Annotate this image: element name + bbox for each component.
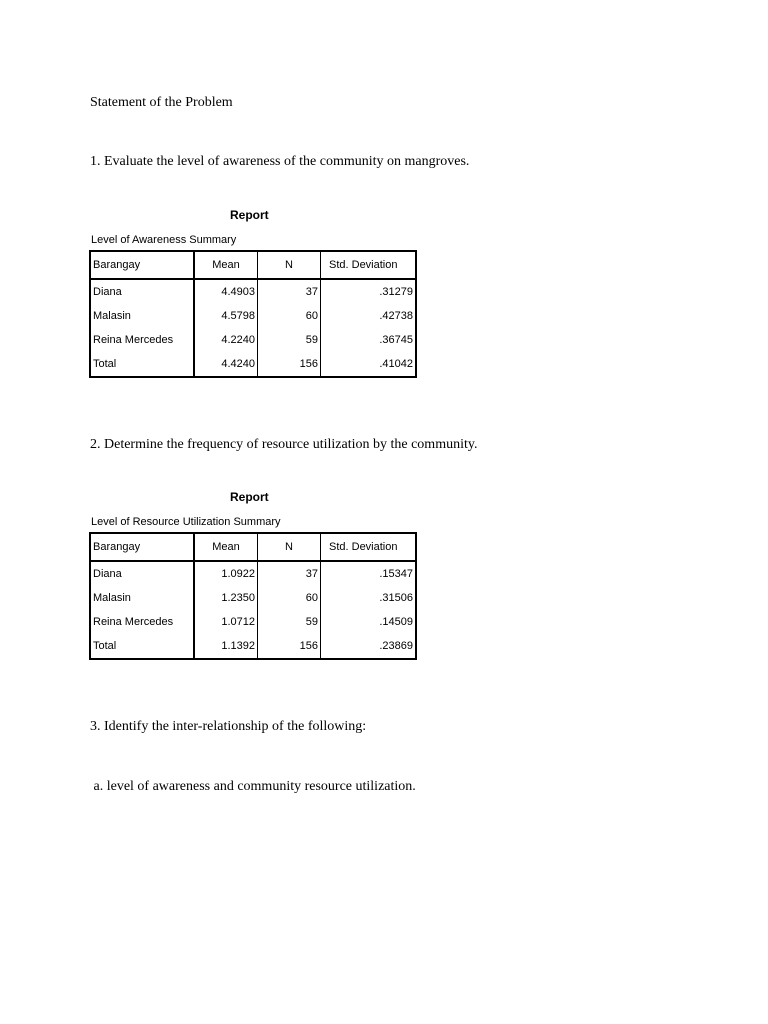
report-1-caption: Level of Awareness Summary (91, 234, 237, 246)
cell-mean: 1.1392 (194, 634, 258, 659)
document-heading: Statement of the Problem (90, 95, 233, 110)
cell-mean: 4.4240 (194, 352, 258, 377)
cell-n: 59 (258, 328, 321, 352)
row-label: Total (90, 634, 194, 659)
cell-n: 60 (258, 586, 321, 610)
cell-n: 37 (258, 561, 321, 586)
problem-item-1: 1. Evaluate the level of awareness of the community on mangroves. (90, 154, 470, 169)
report-2-caption: Level of Resource Utilization Summary (91, 516, 281, 528)
table-row (90, 561, 416, 586)
cell-n: 156 (258, 352, 321, 377)
table-row (90, 586, 416, 610)
cell-mean: 4.5798 (194, 304, 258, 328)
cell-mean: 1.0922 (194, 561, 258, 586)
cell-n: 37 (258, 279, 321, 304)
cell-std-deviation: .31279 (379, 286, 413, 298)
table-row-total (90, 352, 416, 377)
report-2-title: Report (230, 490, 269, 504)
column-header-barangay: Barangay (90, 251, 194, 279)
column-header-std-deviation: Std. Deviation (321, 251, 417, 279)
cell-std-deviation: .42738 (379, 310, 413, 322)
cell-std-deviation: .31506 (379, 592, 413, 604)
column-header-n: N (258, 533, 321, 561)
row-label: Reina Mercedes (90, 610, 194, 634)
table-row (90, 279, 416, 304)
cell-std-deviation: .41042 (379, 358, 413, 370)
cell-mean: 1.2350 (194, 586, 258, 610)
cell-mean: 1.0712 (194, 610, 258, 634)
table-row (90, 610, 416, 634)
row-label: Diana (90, 561, 194, 586)
cell-n: 156 (258, 634, 321, 659)
cell-mean: 4.4903 (194, 279, 258, 304)
report-1-title: Report (230, 208, 269, 222)
column-header-mean: Mean (194, 533, 258, 561)
row-label: Malasin (90, 304, 194, 328)
column-header-barangay: Barangay (90, 533, 194, 561)
cell-std-deviation: .14509 (379, 616, 413, 628)
problem-item-3: 3. Identify the inter-relationship of the following: (90, 719, 367, 734)
problem-item-2: 2. Determine the frequency of resource utilization by the community. (90, 437, 478, 452)
cell-std-deviation: .23869 (379, 640, 413, 652)
table-header-row (90, 533, 416, 561)
cell-n: 60 (258, 304, 321, 328)
table-row (90, 328, 416, 352)
problem-item-3a: a. level of awareness and community resource utilization. (90, 779, 416, 794)
table-row-total (90, 634, 416, 659)
table-header-row (90, 251, 416, 279)
cell-n: 59 (258, 610, 321, 634)
cell-mean: 4.2240 (194, 328, 258, 352)
table-row (90, 304, 416, 328)
column-header-n: N (258, 251, 321, 279)
row-label: Diana (90, 279, 194, 304)
cell-std-deviation: .15347 (379, 568, 413, 580)
resource-utilization-summary-table (89, 532, 417, 660)
row-label: Reina Mercedes (90, 328, 194, 352)
column-header-std-deviation: Std. Deviation (321, 533, 417, 561)
awareness-summary-table (89, 250, 417, 378)
cell-std-deviation: .36745 (379, 334, 413, 346)
row-label: Malasin (90, 586, 194, 610)
column-header-mean: Mean (194, 251, 258, 279)
row-label: Total (90, 352, 194, 377)
